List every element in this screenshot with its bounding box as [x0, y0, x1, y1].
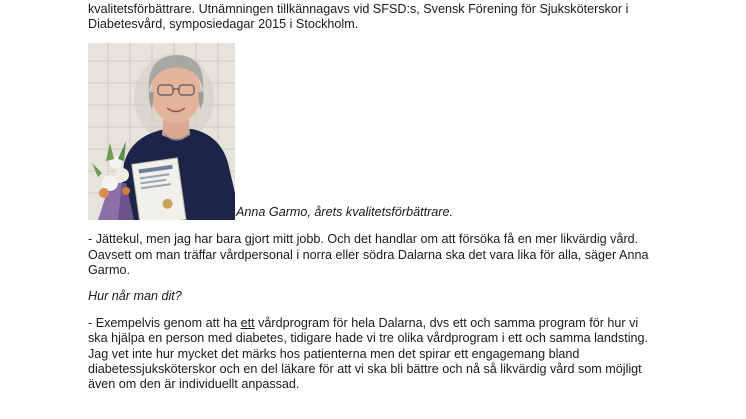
photo-with-caption: [88, 43, 668, 221]
quote1-line-3: Garmo.: [88, 262, 130, 277]
portrait-photo: [88, 43, 235, 220]
quote2-line-3: Jag vet inte hur mycket det märks hos patienterna men det spirar ett engagemang bland: [88, 346, 580, 361]
portrait-image: [88, 43, 235, 220]
quote-paragraph-2: [88, 316, 668, 392]
quote1-line-1: - Jättekul, men jag har bara gjort mitt jobb. Och det handlar om att försöka få en mer likvärdig vård.: [88, 232, 639, 247]
quote2-line-5: även om den är individuellt anpassad.: [88, 377, 300, 392]
quote2-line-1-start: - Exempelvis genom att ha: [88, 316, 241, 331]
quote2-line-2: ska hjälpa en person med diabetes, tidigare hade vi tre olika vårdprogram i ett och samma landsting.: [88, 331, 649, 346]
intro-line-1: kvalitetsförbättrare. Utnämningen tillkännagavs vid SFSD:s, Svensk Förening för Sjuksköterskor i: [88, 2, 629, 16]
photo-caption: Anna Garmo, årets kvalitetsförbättrare.: [236, 205, 453, 220]
quote2-line-1-end: vårdprogram för hela Dalarna, dvs ett och samma program för hur vi: [254, 316, 639, 331]
quote1-line-2: Oavsett om man träffar vårdpersonal i norra eller södra Dalarna ska det vara lika för alla, säger Anna: [88, 247, 649, 262]
quote2-line-4: diabetessjuksköterskor och en del läkare för att vi ska bli bättre och nå så likvärdig vård som möjligt: [88, 361, 642, 376]
document-page: [88, 0, 668, 392]
interview-question: Hur når man dit?: [88, 289, 182, 304]
intro-line-2: Diabetesvård, symposiedagar 2015 i Stockholm.: [88, 17, 359, 32]
quote-paragraph-1: [88, 232, 668, 278]
quote2-underlined-word: ett: [240, 316, 255, 331]
intro-paragraph: [88, 2, 668, 32]
